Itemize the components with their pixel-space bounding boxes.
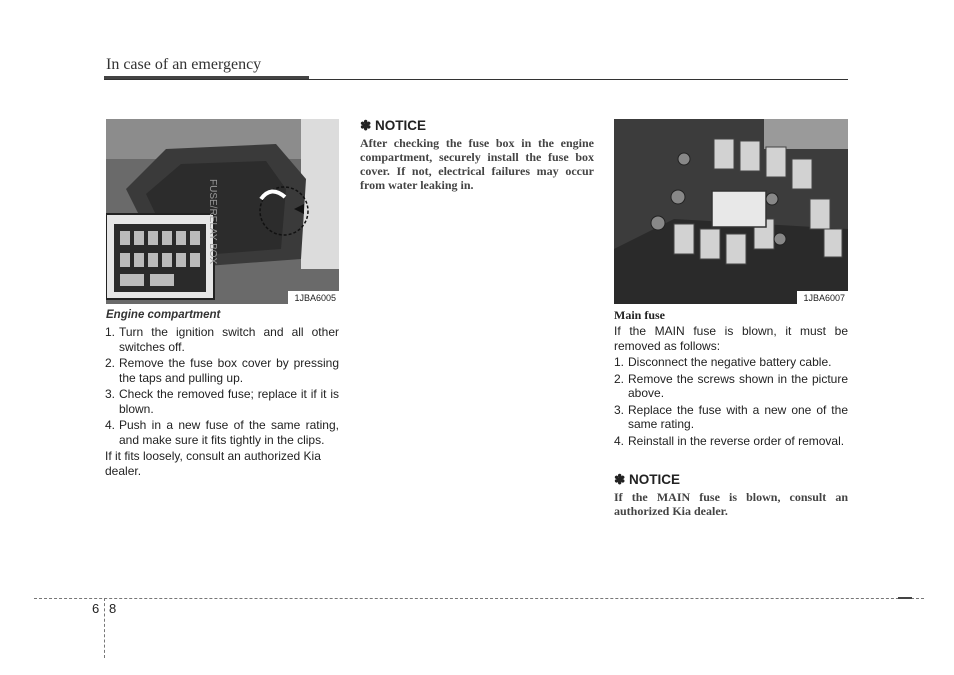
main-fuse-photo	[614, 119, 848, 304]
section-number: 6	[92, 601, 100, 616]
left-step-list	[105, 325, 339, 447]
footer-dashed-divider	[104, 598, 105, 658]
list-item: 1. Turn the ignition switch and all other switches off.	[105, 325, 339, 354]
page-number: 8	[109, 601, 117, 616]
fuse-relay-box-label: FUSE/RELAY BOX	[207, 179, 218, 265]
page-header-title: In case of an emergency	[106, 56, 262, 73]
footer-tick-mark	[898, 597, 912, 599]
left-instructions	[105, 325, 339, 478]
notice-body-right: If the MAIN fuse is blown, consult an authorized Kia dealer.	[614, 490, 848, 518]
footer-dashed-rule	[34, 598, 924, 599]
right-step-list	[614, 355, 848, 448]
caption-engine-compartment: Engine compartment	[106, 309, 221, 321]
list-item: 2. Remove the fuse box cover by pressing the taps and pulling up.	[105, 356, 339, 385]
notice-title-right: ✽ NOTICE	[614, 472, 681, 487]
main-fuse-intro: If the MAIN fuse is blown, it must be removed as follows:	[614, 324, 848, 353]
list-item: 4. Reinstall in the reverse order of removal.	[614, 433, 845, 448]
main-fuse-heading: Main fuse	[614, 308, 665, 322]
header-rule	[104, 79, 848, 80]
list-item: 3. Replace the fuse with a new one of the same rating.	[614, 402, 848, 431]
notice-body-middle: After checking the fuse box in the engine compartment, securely install the fuse box cover. If not, electrical failures may occur from water leaking in.	[360, 136, 594, 192]
list-item: 4. Push in a new fuse of the same rating, and make sure it fits tightly in the clips.	[105, 418, 339, 447]
photo-code-left: 1JBA6005	[288, 291, 339, 304]
list-item: 2. Remove the screws shown in the picture above.	[614, 371, 848, 400]
right-instructions	[614, 324, 848, 450]
notice-title-middle: ✽ NOTICE	[360, 118, 427, 133]
list-item: 1. Disconnect the negative battery cable.	[614, 355, 832, 369]
left-footnote: If it fits loosely, consult an authorized Kia dealer.	[105, 449, 321, 478]
list-item: 3. Check the removed fuse; replace it if it is blown.	[105, 387, 339, 416]
photo-code-right: 1JBA6007	[797, 291, 848, 304]
engine-compartment-photo	[106, 119, 339, 304]
